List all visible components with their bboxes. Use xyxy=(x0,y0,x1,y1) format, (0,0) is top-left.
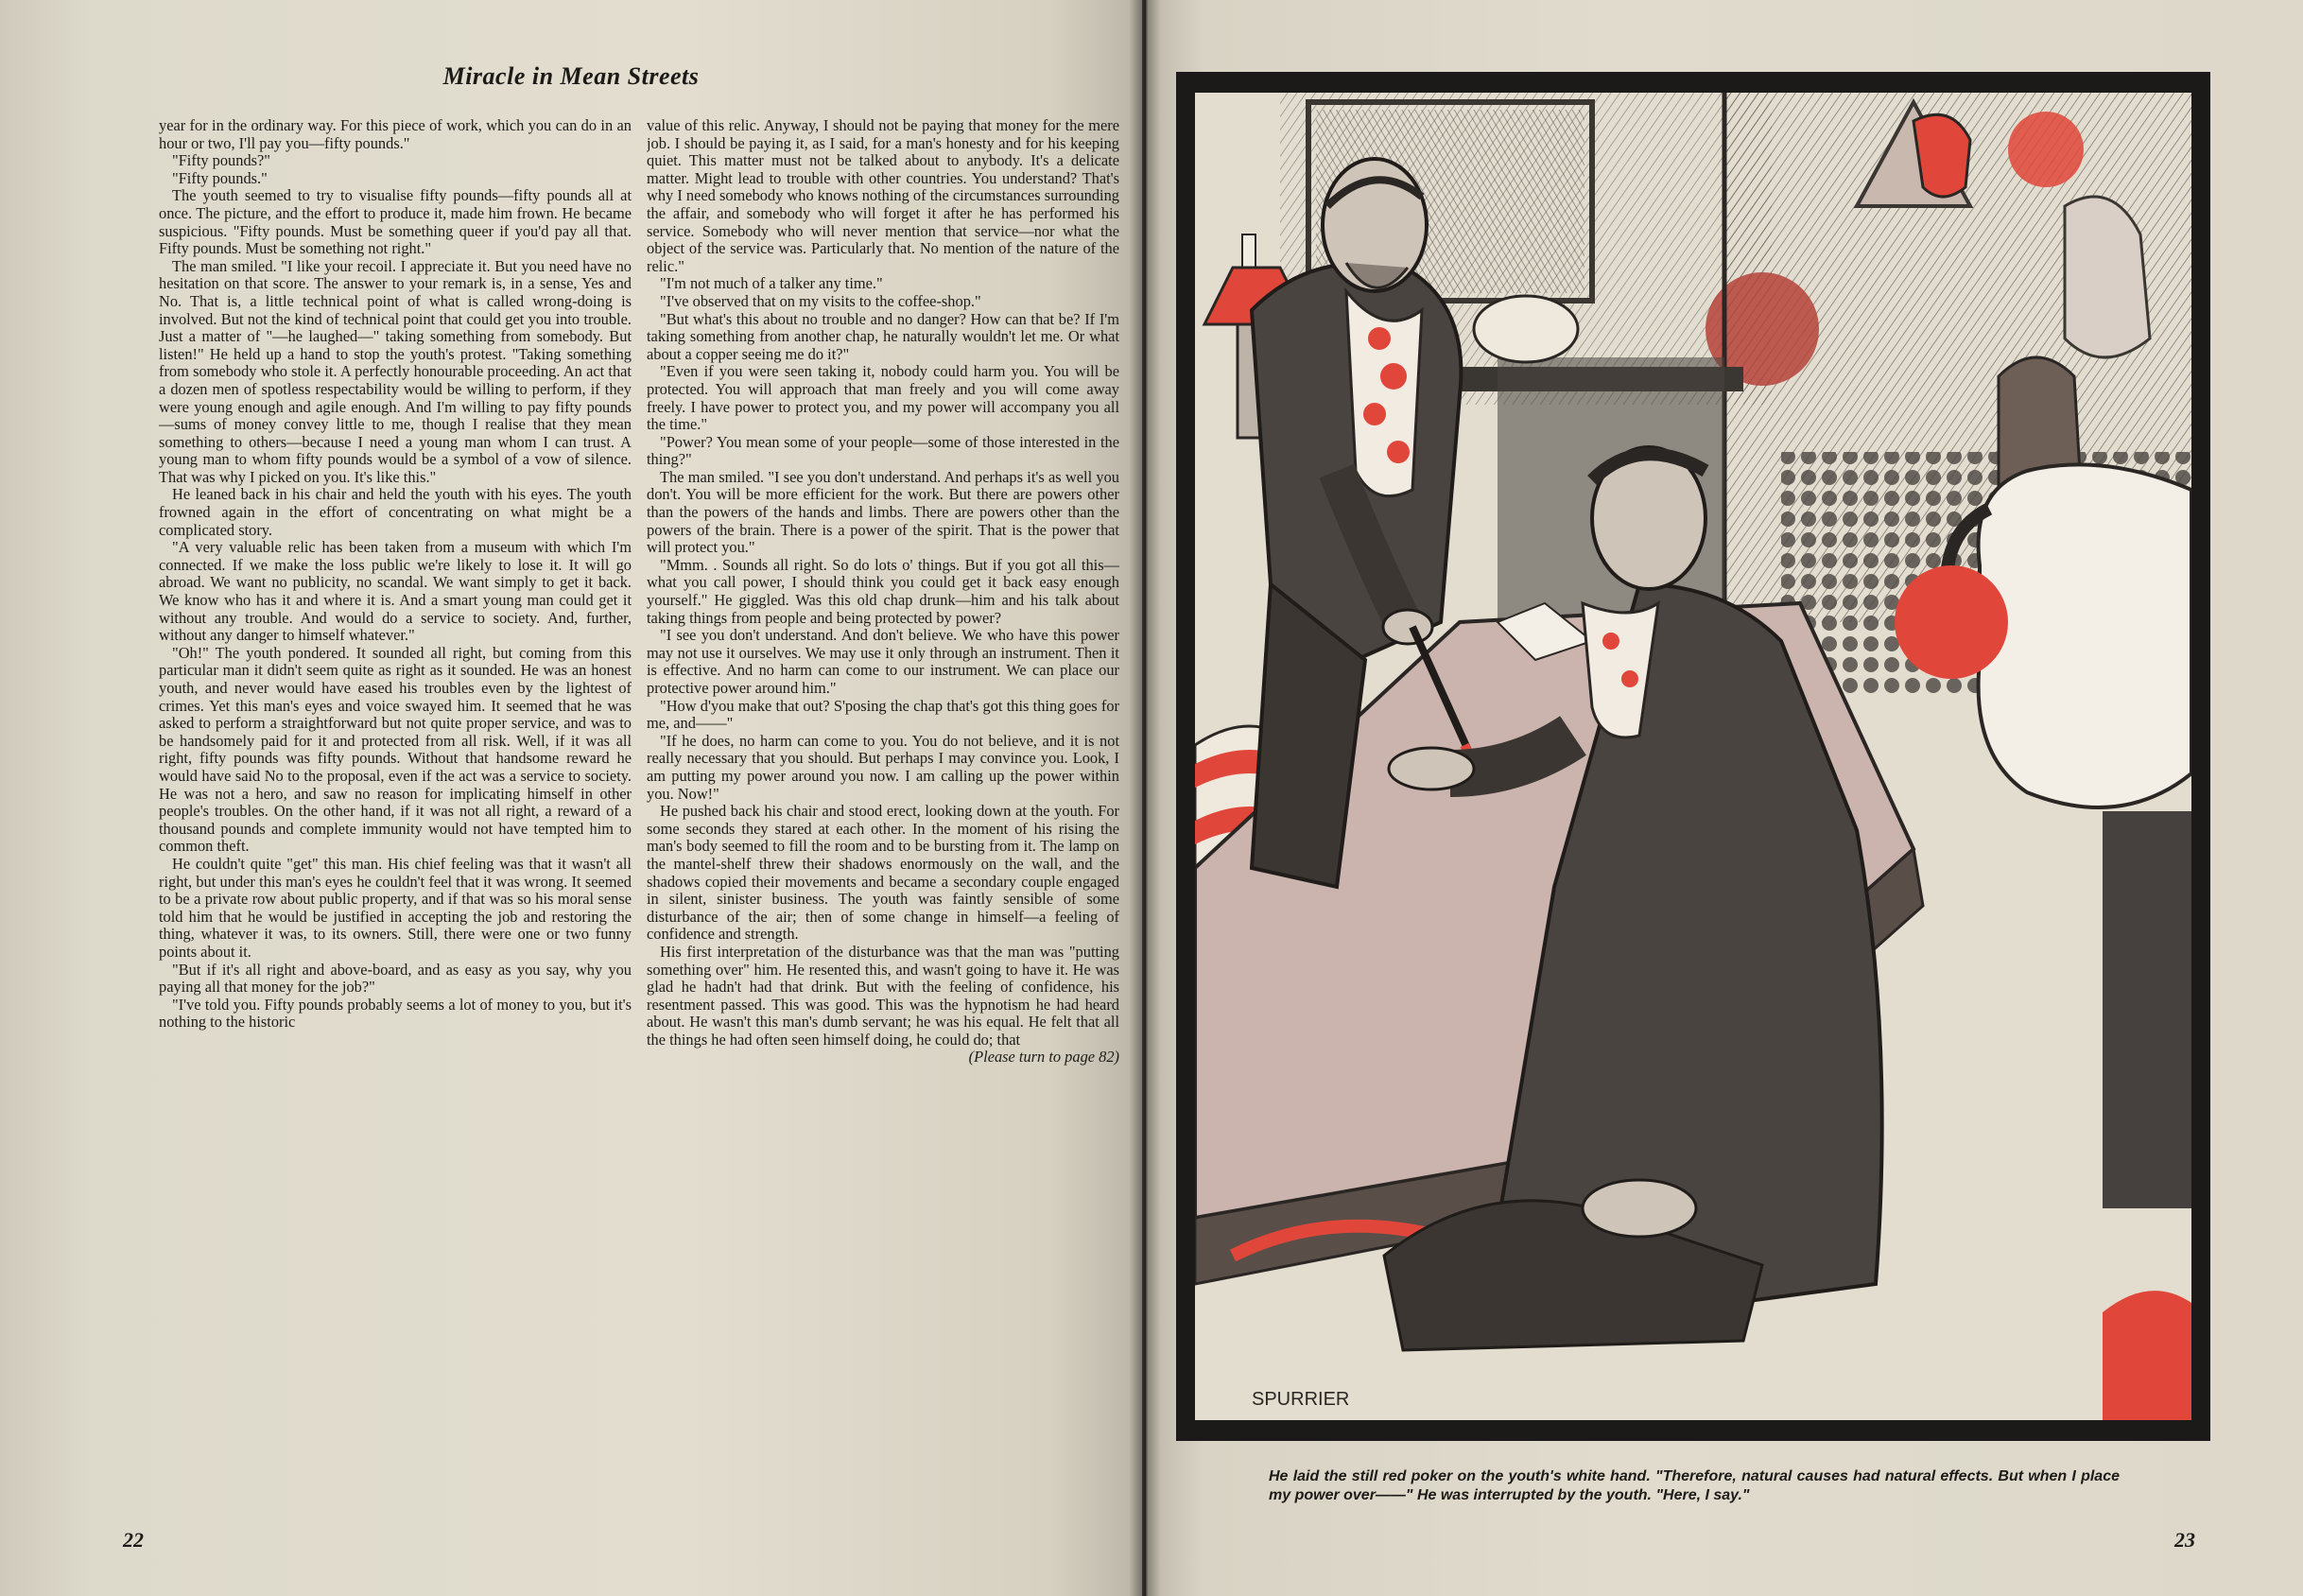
paragraph: The man smiled. "I like your recoil. I appreciate it. But you need have no hesitation on that score. The answer to your remark is, in a sense, Yes and No. That is, a little technical point of what is called wrong-doing is involved. But not the kind of technical point that could get you into trouble. Just a matter of "—he laughed—" taking something from somebody. But listen!" He held up a hand to stop the youth's protest. "Taking something from somebody who stole it. A perfectly honourable proceeding. An act that a dozen men of spotless respectability would be willing to perform, if they were young enough and agile enough. And I'm willing to pay fifty pounds—sums of money convey little to me, though I realise that they mean something to others—because I need a young man whom I can trust. A young man to whom fifty pounds would be a symbol of a vow of silence. That was why I picked on you. It's like this." xyxy=(159,256,632,486)
paragraph: He leaned back in his chair and held the youth with his eyes. The youth frowned again in the effort of concentrating on what might be a complicated story. xyxy=(159,485,632,539)
paragraph: The man smiled. "I see you don't understand. And perhaps it's as well you don't. You will be more efficient for the work. But there are powers other than the powers of the hands and limbs. There are powers other than the powers of the brain. There is a power of the spirit. That is the power that will protect you." xyxy=(647,467,1119,557)
page-number-left: 22 xyxy=(123,1528,144,1552)
paragraph: "I'm not much of a talker any time." xyxy=(660,274,883,293)
continuation-note: (Please turn to page 82) xyxy=(968,1048,1119,1067)
illustration-frame xyxy=(1176,72,2210,1441)
text-column-1 xyxy=(159,117,632,1422)
illustration xyxy=(1195,93,2191,1420)
illustration-signature: SPURRIER xyxy=(1252,1389,1350,1410)
paragraph: "Oh!" The youth pondered. It sounded all right, but coming from this particular man it didn't seem quite as right as it sounded. He was an honest youth, and never would have eased his troubles even by the lightest of crimes. Yet this man's eyes and voice swayed him. It seemed that he was asked to perform a straightforward but not quite proper service, and was to be handsomely paid for it and protected from all risk. Well, if it was all right, fifty pounds was fifty pounds. Without that handsome reward he would have said No to the proposal, even if the act was a service to society. He was not a hero, and saw no reason for implicating himself in other people's troubles. On the other hand, if it was not all right, a reward of a thousand pounds and complete immunity would not have tempted him to common theft. xyxy=(159,643,632,856)
paragraph: "Fifty pounds." xyxy=(172,168,268,187)
paragraph: "Even if you were seen taking it, nobody could harm you. You will be protected. You will approach that man freely and you will come away freely. I have power to protect you, and my power will accompany you all the time." xyxy=(647,362,1119,434)
text-column-2 xyxy=(647,117,1119,1422)
paragraph: "A very valuable relic has been taken from a museum with which I'm connected. If we make the loss public we're likely to lose it. It will go abroad. We want no publicity, no scandal. We want simply to get it back. We know who has it and where it is. And a smart young man could get it without any trouble. And would do a service to society. And, further, without any danger to himself whatever." xyxy=(159,538,632,645)
paragraph: "But if it's all right and above-board, and as easy as you say, why you paying all that money for the job?" xyxy=(159,960,632,997)
running-head: Miracle in Mean Streets xyxy=(442,62,700,90)
red-mask xyxy=(1913,114,1970,197)
paragraph: "If he does, no harm can come to you. You do not believe, and it is not really necessary that you should. But perhaps I may convince you. Look, I am putting my power around you now. I am calling up the power within you. Now!" xyxy=(647,731,1119,803)
paragraph: year for in the ordinary way. For this piece of work, which you can do in an hour or two, I'll pay you—fifty pounds." xyxy=(159,117,632,152)
scarf xyxy=(1346,291,1422,496)
illustration-drawing xyxy=(1195,93,2191,1420)
paragraph: "I've told you. Fifty pounds probably seems a lot of money to you, but it's nothing to the historic xyxy=(159,995,632,1032)
book-gutter xyxy=(1129,0,1161,1596)
paragraph: His first interpretation of the disturbance was that the man was "putting something over" him. He resented this, and wasn't going to have it. He was glad he hadn't had that drink. But with the feeling of confidence, his resentment passed. This was good. This was the hypnotism he had heard about. He wasn't this man's dumb servant; he was his equal. He felt that all the things he had often seen himself doing, he could do; that (Please turn to page 82) xyxy=(647,942,1119,1067)
paragraph: "Power? You mean some of your people—some of those interested in the thing?" xyxy=(647,432,1119,469)
paragraph: "I see you don't understand. And don't believe. We who have this power may not use it ourselves. We may use it only through an instrument. Then it is effective. And no harm can come to our instrument. We can place our protective power around him." xyxy=(647,626,1119,697)
cake xyxy=(1474,296,1578,362)
paragraph: "I've observed that on my visits to the coffee-shop." xyxy=(660,291,981,310)
right-page xyxy=(1146,0,2303,1596)
page-number-right: 23 xyxy=(2174,1528,2195,1552)
paragraph: The youth seemed to try to visualise fifty pounds—fifty pounds all at once. The picture, and the effort to produce it, made him frown. He became suspicious. "Fifty pounds. Must be something queer if you'd pay all that. Fifty pounds. Must be something not right." xyxy=(159,186,632,258)
paragraph: He couldn't quite "get" this man. His chief feeling was that it wasn't all right, but under this man's eyes he couldn't feel that it was wrong. It seemed to be a private row about public property, and if that was so his moral sense told him that he would be justified in accepting the job and restoring the thing, whatever it was, to its owners. Still, there were one or two funny points about it. xyxy=(159,854,632,961)
paragraph: "But what's this about no trouble and no danger? How can that be? If I'm taking something from another chap, he naturally wouldn't let me. Or what about a copper seeing me do it?" xyxy=(647,309,1119,363)
illustration-caption: He laid the still red poker on the youth's white hand. "Therefore, natural causes had natural effects. But when I place my power over——" He was interrupted by the youth. "Here, I say." xyxy=(1269,1468,2120,1503)
paragraph: He pushed back his chair and stood erect, looking down at the youth. For some seconds they stared at each other. In the moment of his rising the man's body seemed to fill the room and to be bursting from it. The lamp on the mantel-shelf threw their shadows enormously on the wall, and the shadows copied their movements and became a secondary couple engaged in silent, sinister business. The youth was faintly sensible of some disturbance of the air; then of some change in himself—a feeling of confidence and strength. xyxy=(647,802,1119,944)
paragraph: "How d'you make that out? S'posing the chap that's got this thing goes for me, and——" xyxy=(647,696,1119,733)
paragraph: value of this relic. Anyway, I should not be paying that money for the mere job. I should be paying it, as I said, for a man's honesty and for his keeping quiet. This matter must not be talked about to anybody. It's a delicate matter. Might lead to trouble with other countries. You understand? That's why I need somebody who knows nothing of the circumstances surrounding the affair, and somebody who will forget it after he has performed his service. Somebody who will never mention that service—nor what the object of the service was. Particularly that. No mention of the nature of the relic." xyxy=(647,117,1119,275)
paragraph: "Mmm. . Sounds all right. So do lots o' things. But if you got all this—what you call power, I should think you could get it back easy enough yourself." He giggled. Was this old chap drunk—him and his talk about taking things from people and being protected by power? xyxy=(647,555,1119,627)
paragraph: "Fifty pounds?" xyxy=(172,151,270,170)
left-page xyxy=(0,0,1142,1596)
